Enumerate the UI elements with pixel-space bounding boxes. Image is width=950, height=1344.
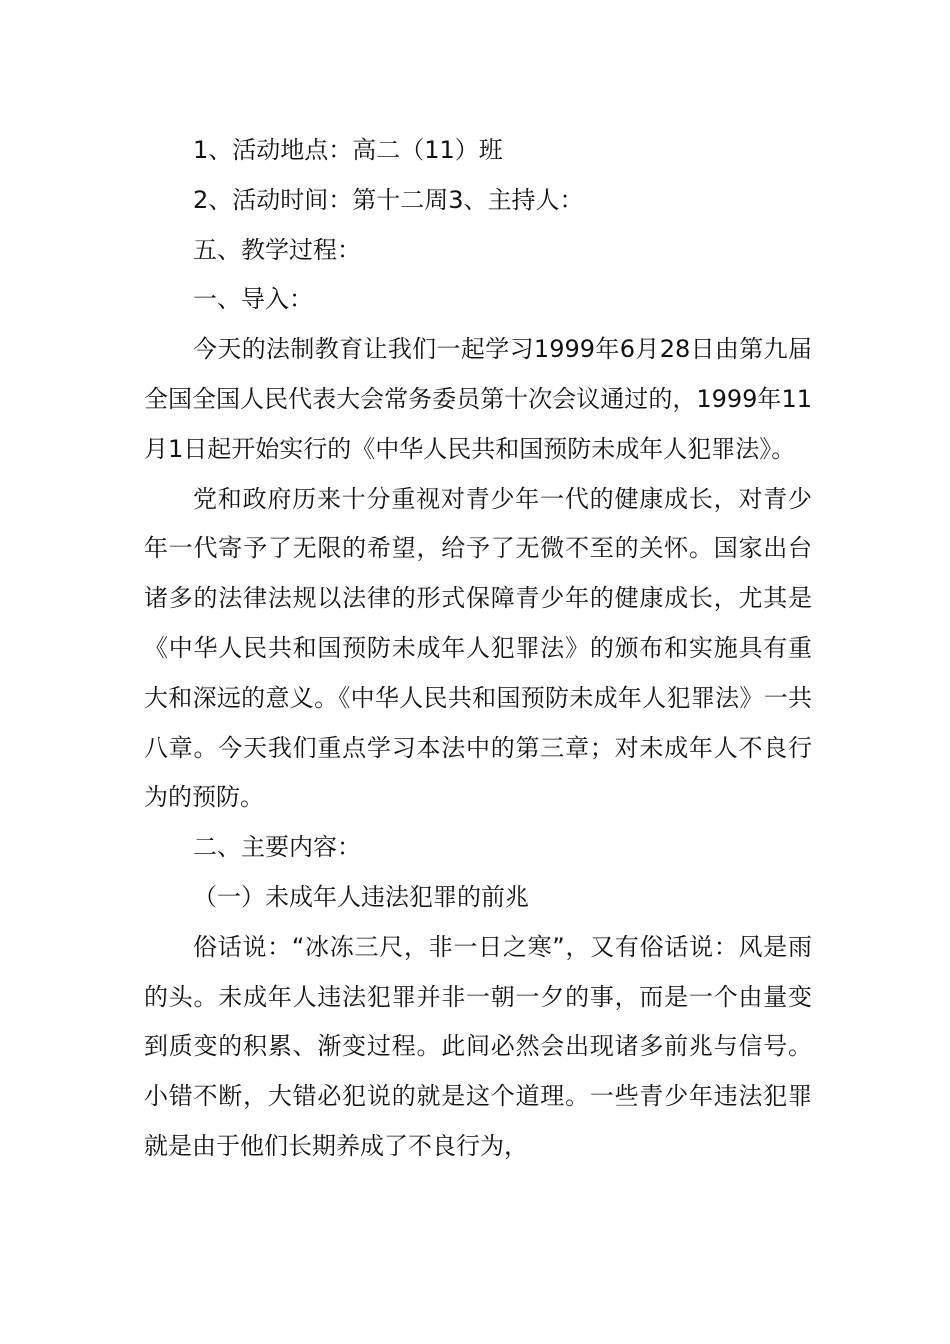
document-body	[144, 126, 812, 1172]
paragraph-proverb: 俗话说：“冰冻三尺，非一日之寒”，又有俗话说：风是雨的头。未成年人违法犯罪并非一朝一夕的事，而是一个由量变到质变的积累、渐变过程。此间必然会出现诸多前兆与信号。小错不断，大错必犯说的就是这个道理。一些青少年违法犯罪就是由于他们长期养成了不良行为，	[144, 932, 812, 1160]
paragraph-introduction: 今天的法制教育让我们一起学习1999年6月28日由第九届全国全国人民代表大会常务委员第十次会议通过的，1999年11月1日起开始实行的《中华人民共和国预防未成年人犯罪法》。	[144, 335, 812, 463]
section-heading-teaching-process: 五、教学过程：	[193, 235, 361, 264]
subheading-crime-signs: （一）未成年人违法犯罪的前兆	[193, 882, 529, 911]
section-heading-main-content: 二、主要内容：	[193, 833, 361, 862]
paragraph-activity-time-host: 2、活动时间：第十二周3、主持人：	[193, 185, 584, 214]
section-heading-introduction: 一、导入：	[193, 285, 313, 314]
paragraph-government-care: 党和政府历来十分重视对青少年一代的健康成长，对青少年一代寄予了无限的希望，给予了无微不至的关怀。国家出台诸多的法律法规以法律的形式保障青少年的健康成长，尤其是《中华人民共和国预防未成年人犯罪法》的颁布和实施具有重大和深远的意义。《中华人民共和国预防未成年人犯罪法》一共八章。今天我们重点学习本法中的第三章；对未成年人不良行为的预防。	[144, 484, 812, 812]
paragraph-activity-location: 1、活动地点：高二（11）班	[193, 136, 503, 164]
